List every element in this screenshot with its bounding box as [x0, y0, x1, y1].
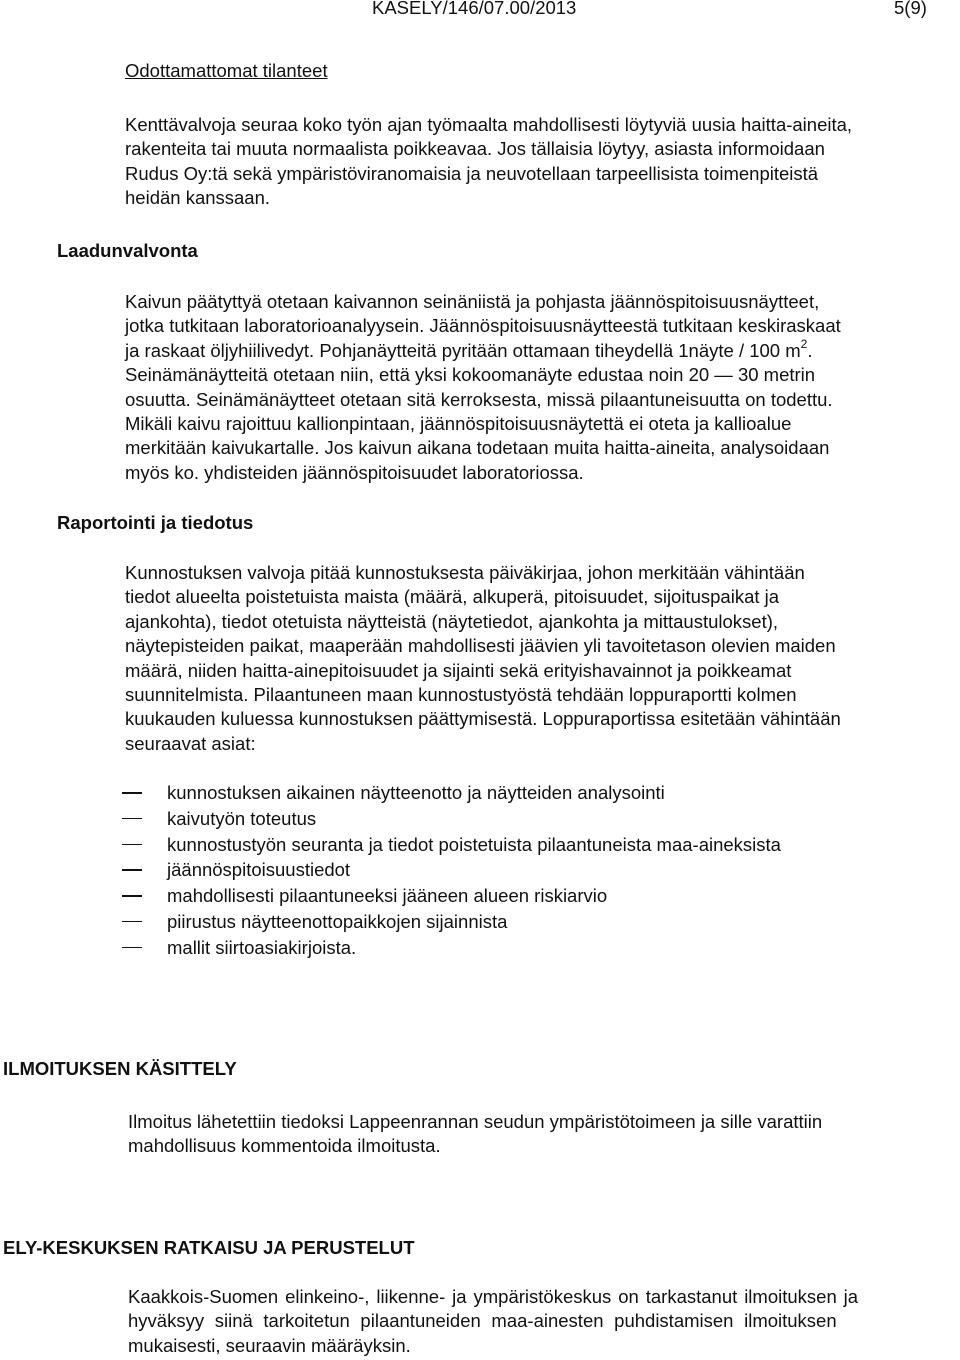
dash-bullet-icon	[122, 921, 142, 923]
text-line: merkitään kaivukartalle. Jos kaivun aikana todetaan muita haitta-aineita, analysoidaan	[125, 437, 830, 459]
text-line: kuukauden kuluessa kunnostuksen päättymisestä. Loppuraportissa esitetään vähintään	[125, 708, 841, 730]
paragraph-reporting	[125, 561, 841, 756]
text-line: Ilmoitus lähetettiin tiedoksi Lappeenrannan seudun ympäristötoimeen ja sille varattiin	[128, 1111, 823, 1132]
paragraph-ely-decision	[128, 1285, 960, 1358]
text-line: ajankohta), tiedot otetuista näytteistä (näytetiedot, ajankohta ja mittaustulokset),	[125, 610, 779, 632]
text-line: Kaakkois-Suomen elinkeino-, liikenne- ja ympäristökeskus on tarkastanut ilmoituksen ja	[128, 1286, 859, 1307]
paragraph-unexpected-situations	[125, 113, 852, 211]
list-item-text: mahdollisesti pilaantuneeksi jääneen alueen riskiarvio	[167, 885, 608, 907]
dash-bullet-icon	[122, 792, 142, 794]
list-item	[167, 909, 781, 935]
text-fragment: Seinämänäytteitä otetaan niin, että yksi kokoomanäyte edustaa noin 20 — 30 metrin	[125, 364, 816, 386]
text-line: suunnitelmista. Pilaantuneen maan kunnostustyöstä tehdään loppuraportti kolmen	[125, 684, 797, 706]
list-item	[167, 883, 781, 909]
heading-notice-processing: ILMOITUKSEN KÄSITTELY	[3, 1058, 237, 1079]
text-line: jotka tutkitaan laboratorioanalyysein. Jäännöspitoisuusnäytteestä tutkitaan keskiraskaat	[125, 315, 841, 337]
list-item	[167, 806, 781, 832]
text-line: heidän kanssaan.	[125, 187, 271, 209]
text-line: rakenteita tai muuta normaalista poikkeavaa. Jos tällaisia löytyy, asiasta informoidaan	[125, 138, 825, 160]
text-line: Rudus Oy:tä sekä ympäristöviranomaisia ja neuvotellaan tarpeellisista toimenpiteistä	[125, 162, 819, 184]
text-line-with-superscript	[125, 363, 841, 387]
text-line: mahdollisuus kommentoida ilmoitusta.	[128, 1135, 441, 1157]
heading-quality-control: Laadunvalvonta	[57, 240, 198, 261]
dash-bullet-icon	[122, 947, 142, 949]
period: .	[807, 340, 813, 362]
list-item	[167, 857, 781, 883]
text-line: Mikäli kaivu rajoittuu kallionpintaan, jäännöspitoisuusnäytettä ei oteta ja kallioalue	[125, 413, 792, 435]
document-reference: KASELY/146/07.00/2013	[372, 0, 577, 18]
text-line: Kunnostuksen valvoja pitää kunnostuksesta päiväkirjaa, johon merkitään vähintään	[125, 562, 805, 583]
text-line: tiedot alueelta poistetuista maista (määrä, alkuperä, pitoisuudet, sijoituspaikat ja	[125, 586, 780, 608]
text-line: Kenttävalvoja seuraa koko työn ajan työmaalta mahdollisesti löytyviä uusia haitta-aineita,	[125, 114, 853, 135]
heading-reporting: Raportointi ja tiedotus	[57, 512, 254, 533]
list-item-text: piirustus näytteenottopaikkojen sijainnista	[167, 910, 508, 932]
superscript-line	[125, 339, 812, 362]
text-line: myös ko. yhdisteiden jäännöspitoisuudet laboratoriossa.	[125, 461, 584, 483]
superscript-squared: 2	[800, 337, 808, 351]
list-item-text: jäännöspitoisuustiedot	[167, 859, 351, 881]
list-item-text: kunnostuksen aikainen näytteenotto ja näytteiden analysointi	[167, 782, 665, 803]
dash-bullet-icon	[122, 818, 142, 820]
paragraph-notice-processing	[128, 1110, 822, 1159]
text-line: seuraavat asiat:	[125, 732, 256, 754]
list-item-text: mallit siirtoasiakirjoista.	[167, 936, 357, 958]
text-line: mukaisesti, seuraavin määräyksin.	[128, 1334, 411, 1356]
text-line: Kaivun päätyttyä otetaan kaivannon seinäniistä ja pohjasta jäännöspitoisuusnäytteet,	[125, 291, 820, 312]
page-number: 5(9)	[894, 0, 927, 18]
paragraph-quality-control	[125, 290, 841, 485]
text-line: osuutta. Seinämänäytteet otetaan sitä kerroksesta, missä pilaantuneisuutta on todettu.	[125, 388, 833, 410]
dash-bullet-icon	[122, 895, 142, 897]
list-item-text: kunnostustyön seuranta ja tiedot poistetuista pilaantuneista maa-aineksista	[167, 833, 781, 855]
text-line: hyväksyy siinä tarkoitetun pilaantuneiden maa-ainesten puhdistamisen ilmoituksen	[128, 1310, 837, 1332]
list-item	[167, 935, 781, 961]
heading-ely-decision: ELY-KESKUKSEN RATKAISU JA PERUSTELUT	[3, 1237, 415, 1258]
text-line: määrä, niiden haitta-ainepitoisuudet ja sijainti sekä erityishavainnot ja poikkeamat	[125, 659, 792, 681]
list-item-text: kaivutyön toteutus	[167, 807, 317, 829]
heading-unexpected-situations: Odottamattomat tilanteet	[125, 60, 328, 81]
dash-bullet-icon	[122, 869, 142, 871]
text-line: ja raskaat öljyhiilivedyt. Pohjanäytteitä pyritään ottamaan tiheydellä 1näyte / 100 m	[125, 339, 801, 361]
list-item	[167, 780, 781, 806]
report-contents-list	[167, 780, 781, 961]
text-line: näytepisteiden paikat, maaperään mahdollisesti jäävien yli tavoitetason olevien maiden	[125, 635, 836, 657]
dash-bullet-icon	[122, 844, 142, 846]
list-item	[167, 832, 781, 858]
